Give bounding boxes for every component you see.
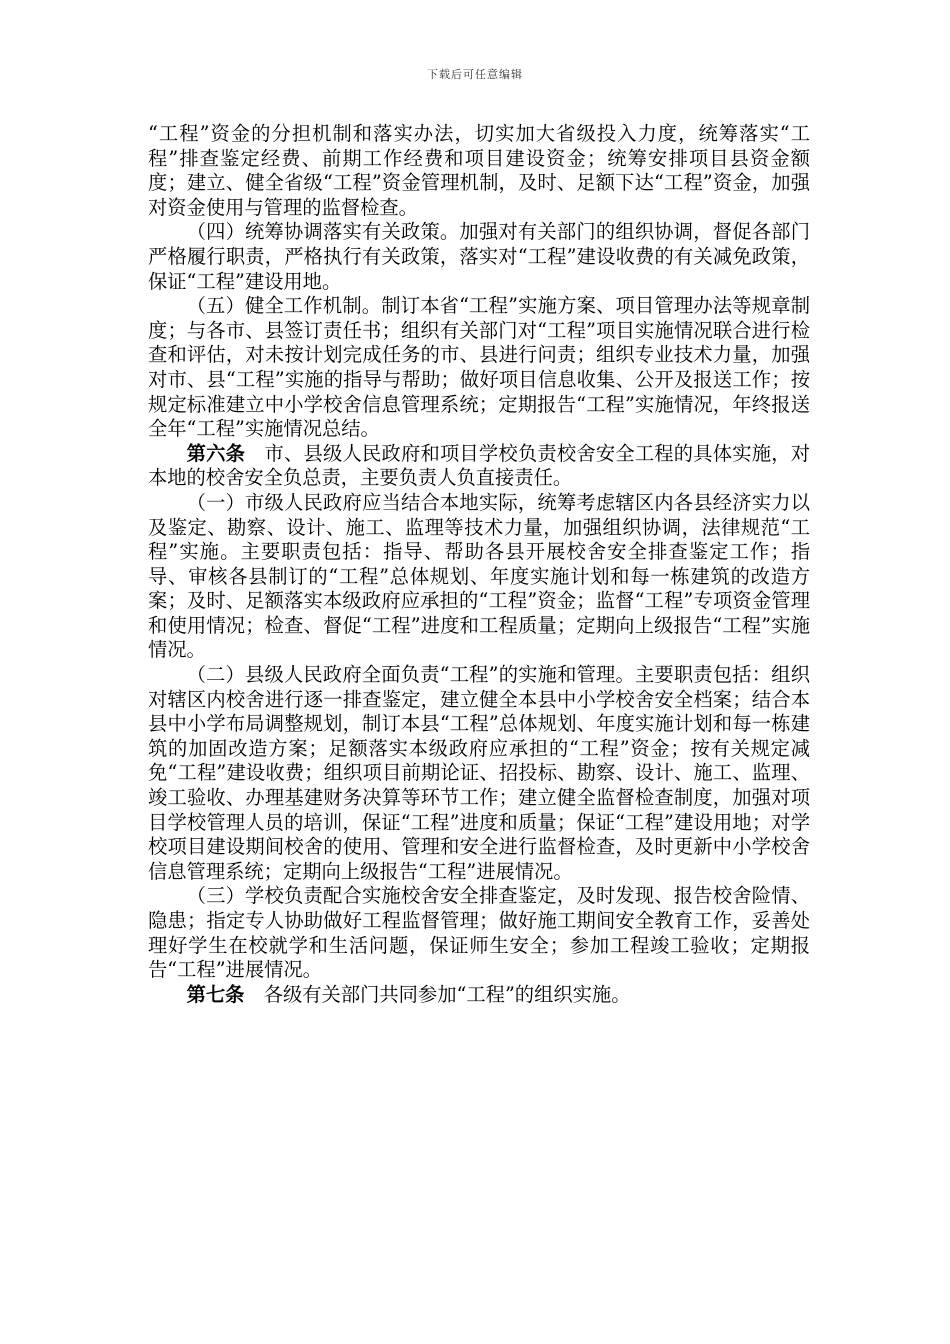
paragraph-item-4: （四）统筹协调落实有关政策。加强对有关部门的组织协调，督促各部门严格履行职责，严格执行有关政策，落实对“工程”建设收费的有关减免政策，保证“工程”建设用地。 <box>148 220 810 293</box>
page-header: 下载后可任意编辑 <box>427 68 523 81</box>
document-body <box>148 122 810 1007</box>
paragraph-article-6-item-1: （一）市级人民政府应当结合本地实际，统筹考虑辖区内各县经济实力以及鉴定、勘察、设计、施工、监理等技术力量，加强组织协调，法律规范“工程”实施。主要职责包括：指导、帮助各县开展校舍安全排查鉴定工作；指导、审核各县制订的“工程”总体规划、年度实施计划和每一栋建筑的改造方案；及时、足额落实本级政府应承担的“工程”资金；监督“工程”专项资金管理和使用情况；检查、督促“工程”进度和工程质量；定期向上级报告“工程”实施情况。 <box>148 490 810 662</box>
article-7 <box>148 983 810 1008</box>
paragraph-article-6-item-2: （二）县级人民政府全面负责“工程”的实施和管理。主要职责包括：组织对辖区内校舍进行逐一排查鉴定，建立健全本县中小学校舍安全档案；结合本县中小学布局调整规划，制订本县“工程”总体规划、年度实施计划和每一栋建筑的加固改造方案；足额落实本级政府应承担的“工程”资金；按有关规定减免“工程”建设收费；组织项目前期论证、招投标、勘察、设计、施工、监理、竣工验收、办理基建财务决算等环节工作；建立健全监督检查制度，加强对项目学校管理人员的培训，保证“工程”进度和质量；保证“工程”建设用地；对学校项目建设期间校舍的使用、管理和安全进行监督检查，及时更新中小学校舍信息管理系统；定期向上级报告“工程”进展情况。 <box>148 663 810 883</box>
paragraph-funding: “工程”资金的分担机制和落实办法，切实加大省级投入力度，统筹落实“工程”排查鉴定经费、前期工作经费和项目建设资金；统筹安排项目县资金额度；建立、健全省级“工程”资金管理机制，及时、足额下达“工程”资金，加强对资金使用与管理的监督检查。 <box>148 122 810 219</box>
article-6-text: 市、县级人民政府和项目学校负责校舍安全工程的具体实施，对本地的校舍安全负总责，主要负责人负直接责任。 <box>148 441 811 490</box>
article-6 <box>148 442 810 491</box>
paragraph-article-6-item-3: （三）学校负责配合实施校舍安全排查鉴定，及时发现、报告校舍险情、隐患；指定专人协助做好工程监督管理；做好施工期间安全教育工作，妥善处理好学生在校就学和生活问题，保证师生安全；参加工程竣工验收；定期报告“工程”进展情况。 <box>148 884 810 982</box>
article-6-heading: 第六条 <box>186 441 246 465</box>
article-7-text: 各级有关部门共同参加“工程”的组织实施。 <box>244 982 631 1006</box>
paragraph-item-5: （五）健全工作机制。制订本省“工程”实施方案、项目管理办法等规章制度；与各市、县签订责任书；组织有关部门对“工程”项目实施情况联合进行检查和评估，对未按计划完成任务的市、县进行问责；组织专业技术力量，加强对市、县“工程”实施的指导与帮助；做好项目信息收集、公开及报送工作；按规定标准建立中小学校舍信息管理系统；定期报告“工程”实施情况，年终报送全年“工程”实施情况总结。 <box>148 294 810 441</box>
article-7-heading: 第七条 <box>186 982 245 1006</box>
